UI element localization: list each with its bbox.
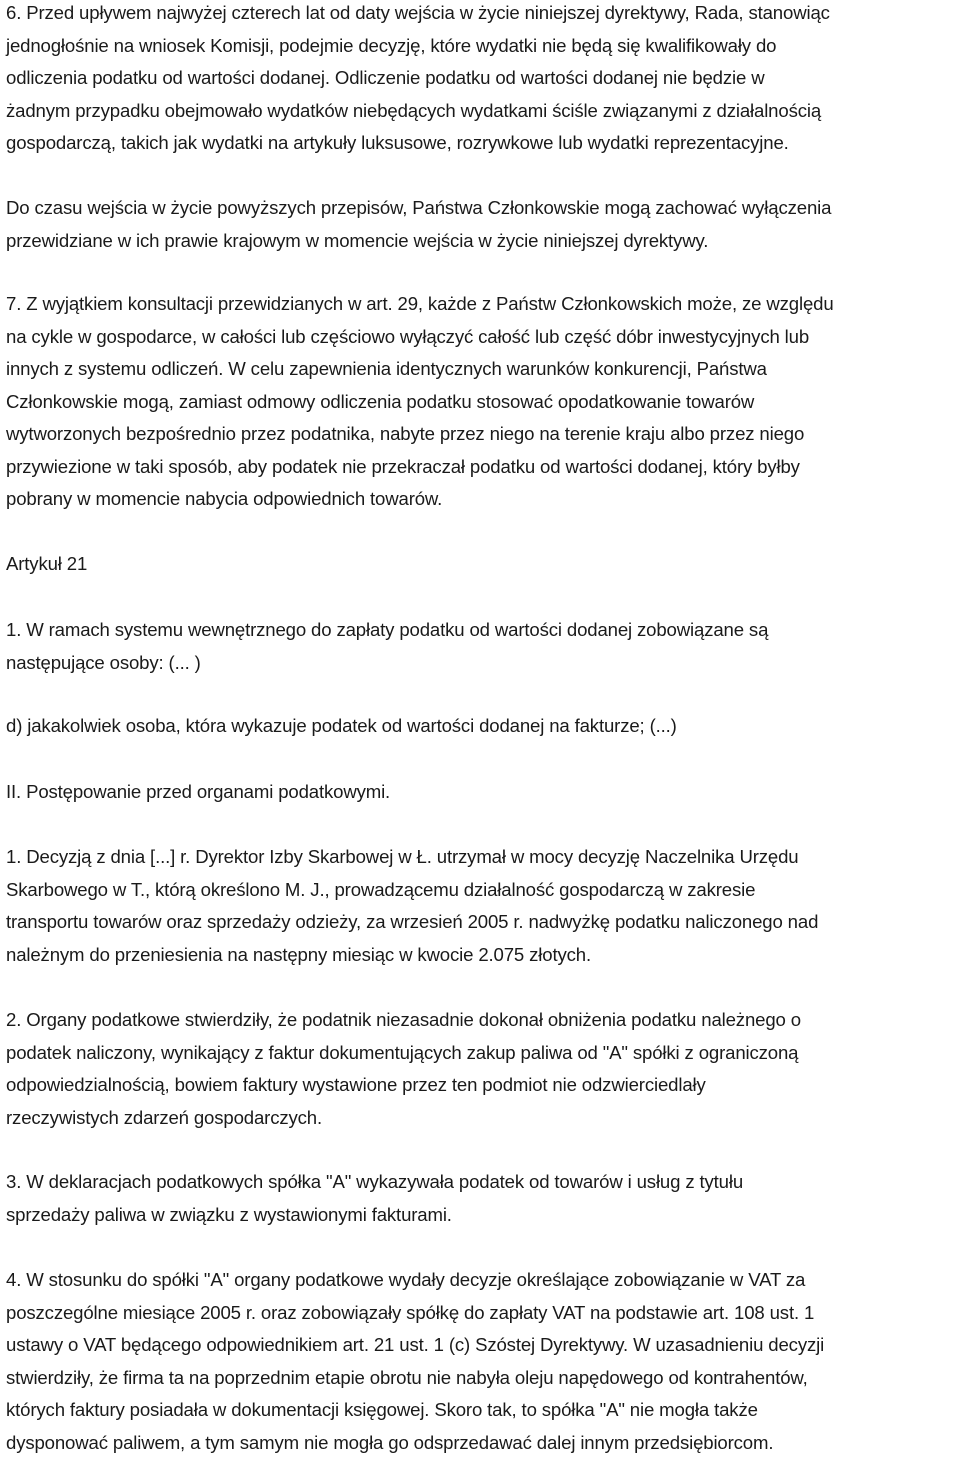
text-line: jednogłośnie na wniosek Komisji, podejmie decyzję, które wydatki nie będą się kwalifikowały do [6, 30, 830, 63]
paragraph-point-d [6, 710, 677, 743]
text-line: których faktury posiadała w dokumentacji księgowej. Skoro tak, to spółka "A" nie mogła także [6, 1394, 824, 1427]
text-line: przewidziane w ich prawie krajowym w momencie wejścia w życie niniejszej dyrektywy. [6, 225, 831, 258]
text-line: przywiezione w taki sposób, aby podatek nie przekraczał podatku od wartości dodanej, który byłby [6, 451, 834, 484]
text-line: Członkowskie mogą, zamiast odmowy odliczenia podatku stosować opodatkowanie towarów [6, 386, 834, 419]
text-line: transportu towarów oraz sprzedaży odzieży, za wrzesień 2005 r. nadwyżkę podatku naliczonego nad [6, 906, 818, 939]
text-line: 1. Decyzją z dnia [...] r. Dyrektor Izby Skarbowej w Ł. utrzymał w mocy decyzję Naczelnika Urzędu [6, 841, 818, 874]
text-line: innych z systemu odliczeń. W celu zapewnienia identycznych warunków konkurencji, Państwa [6, 353, 834, 386]
text-line: żadnym przypadku obejmowało wydatków niebędących wydatkami ściśle związanymi z działalnością [6, 95, 830, 128]
text-line: 4. W stosunku do spółki "A" organy podatkowe wydały decyzje określające zobowiązanie w VAT za [6, 1264, 824, 1297]
text-line: poszczególne miesiące 2005 r. oraz zobowiązały spółkę do zapłaty VAT na podstawie art. 108 ust. 1 [6, 1297, 824, 1330]
text-line: pobrany w momencie nabycia odpowiednich towarów. [6, 483, 834, 516]
paragraph-proceedings-3 [6, 1166, 743, 1231]
article-heading [6, 548, 87, 581]
text-line: ustawy o VAT będącego odpowiednikiem art. 21 ust. 1 (c) Szóstej Dyrektywy. W uzasadnieniu decyzji [6, 1329, 824, 1362]
text-line: 2. Organy podatkowe stwierdziły, że podatnik niezasadnie dokonał obniżenia podatku należnego o [6, 1004, 801, 1037]
paragraph-proceedings-2 [6, 1004, 801, 1134]
text-line: gospodarczą, takich jak wydatki na artykuły luksusowe, rozrywkowe lub wydatki reprezentacyjne. [6, 127, 830, 160]
text-line: należnym do przeniesienia na następny miesiąc w kwocie 2.075 złotych. [6, 939, 818, 972]
text-line: rzeczywistych zdarzeń gospodarczych. [6, 1102, 801, 1135]
text-line: odpowiedzialnością, bowiem faktury wystawione przez ten podmiot nie odzwierciedlały [6, 1069, 801, 1102]
text-line: 1. W ramach systemu wewnętrznego do zapłaty podatku od wartości dodanej zobowiązane są [6, 614, 768, 647]
text-line: 3. W deklaracjach podatkowych spółka "A" wykazywała podatek od towarów i usług z tytułu [6, 1166, 743, 1199]
paragraph-transitional [6, 192, 831, 257]
paragraph-proceedings-4 [6, 1264, 824, 1459]
heading-text: Artykuł 21 [6, 548, 87, 581]
paragraph-article21-point-1 [6, 614, 768, 679]
text-line: sprzedaży paliwa w związku z wystawionymi fakturami. [6, 1199, 743, 1232]
paragraph-proceedings-1 [6, 841, 818, 971]
text-line: 7. Z wyjątkiem konsultacji przewidzianych w art. 29, każde z Państw Członkowskich może, ze względu [6, 288, 834, 321]
text-line: na cykle w gospodarce, w całości lub częściowo wyłączyć całość lub część dóbr inwestycyjnych lub [6, 321, 834, 354]
paragraph-point-7 [6, 288, 834, 516]
text-line: Do czasu wejścia w życie powyższych przepisów, Państwa Członkowskie mogą zachować wyłączenia [6, 192, 831, 225]
text-line: wytworzonych bezpośrednio przez podatnika, nabyte przez niego na terenie kraju albo przez niego [6, 418, 834, 451]
heading-text: II. Postępowanie przed organami podatkowymi. [6, 776, 390, 809]
text-line: Skarbowego w T., którą określono M. J., prowadzącemu działalność gospodarczą w zakresie [6, 874, 818, 907]
text-line: następujące osoby: (... ) [6, 647, 768, 680]
text-line: stwierdziły, że firma ta na poprzednim etapie obrotu nie nabyła oleju napędowego od kontrahentów, [6, 1362, 824, 1395]
section-heading-ii [6, 776, 390, 809]
text-line: podatek naliczony, wynikający z faktur dokumentujących zakup paliwa od "A" spółki z ograniczoną [6, 1037, 801, 1070]
paragraph-point-6 [6, 0, 830, 160]
text-line: 6. Przed upływem najwyżej czterech lat od daty wejścia w życie niniejszej dyrektywy, Rada, stanowiąc [6, 0, 830, 30]
text-line: odliczenia podatku od wartości dodanej. Odliczenie podatku od wartości dodanej nie będzie w [6, 62, 830, 95]
text-line: d) jakakolwiek osoba, która wykazuje podatek od wartości dodanej na fakturze; (...) [6, 710, 677, 743]
text-line: dysponować paliwem, a tym samym nie mogła go odsprzedawać dalej innym przedsiębiorcom. [6, 1427, 824, 1459]
